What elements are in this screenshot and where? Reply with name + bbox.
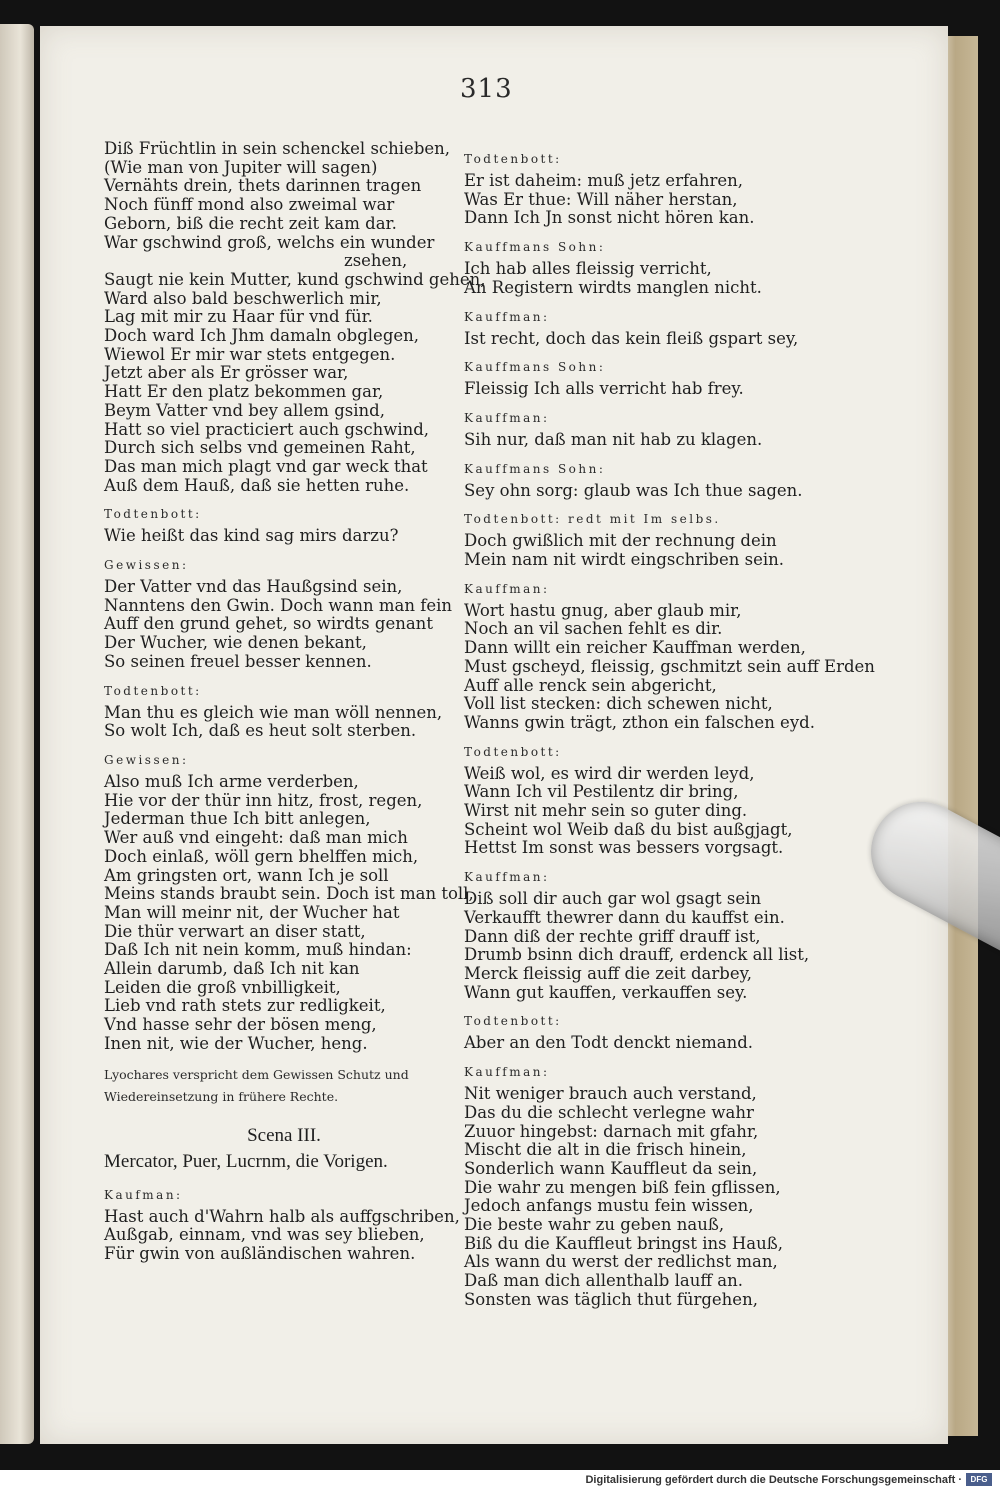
- verse-line: Doch ward Ich Jhm damaln obglegen,: [104, 326, 420, 346]
- verse-line: Allein darumb, daß Ich nit kan: [104, 959, 360, 979]
- verse-line: Doch einlaß, wöll gern bhelffen mich,: [104, 846, 419, 866]
- verse-line: Ist recht, doch das kein fleiß gspart sey,: [464, 328, 799, 348]
- verse-line: Also muß Ich arme verderben,: [104, 771, 359, 791]
- verse-line: Mischt die alt in die frisch hinein,: [464, 1140, 747, 1160]
- speaker-label: Kauffmans Sohn:: [464, 461, 606, 476]
- verse-line: Aber an den Todt denckt niemand.: [464, 1033, 754, 1053]
- verse-line: Sih nur, daß man nit hab zu klagen.: [464, 429, 763, 449]
- verse-line: Sonderlich wann Kauffleut da sein,: [464, 1158, 758, 1178]
- verse-line: Er ist daheim: muß jetz erfahren,: [464, 171, 744, 190]
- verse-line: Außgab, einnam, vnd was sey blieben,: [104, 1225, 425, 1245]
- verse-line: Wie heißt das kind sag mirs darzu?: [104, 526, 399, 546]
- verse-line: Mein nam nit wirdt eingschriben sein.: [464, 550, 784, 570]
- verse-line: Daß man dich allenthalb lauff an.: [464, 1271, 744, 1291]
- verse-line: Die thür verwart an diser statt,: [104, 921, 366, 941]
- verse-line: Verkaufft thewrer dann du kauffst ein.: [464, 907, 785, 927]
- speaker-label: Kauffman:: [464, 410, 550, 425]
- verse-line: Wort hastu gnug, aber glaub mir,: [464, 600, 742, 620]
- verse-line: Hatt so viel practiciert auch gschwind,: [104, 419, 430, 439]
- verse-line: Ward also bald beschwerlich mir,: [104, 288, 382, 308]
- verse-line-continuation: zsehen,: [344, 251, 408, 271]
- verse-line: Meins stands braubt sein. Doch ist man toll,: [104, 884, 474, 904]
- verse-line: Der Wucher, wie denen bekant,: [104, 633, 367, 653]
- verse-line: Wann Ich vil Pestilentz dir bring,: [464, 782, 739, 802]
- verse-line: Wann gut kauffen, verkauffen sey.: [464, 982, 748, 1002]
- verse-line: Als wann du werst der redlichst man,: [464, 1252, 778, 1272]
- verse-line: Biß du die Kauffleut bringst ins Hauß,: [464, 1233, 784, 1253]
- verse-line: Das du die schlecht verlegne wahr: [464, 1102, 754, 1122]
- verse-line: Noch fünff mond also zweimal war: [104, 195, 395, 215]
- verse-line: Sey ohn sorg: glaub was Ich thue sagen.: [464, 480, 803, 500]
- speaker-label: Todtenbott: redt mit Im selbs.: [464, 512, 721, 527]
- speaker-label: Kauffman:: [464, 309, 550, 324]
- page-number: 313: [460, 74, 513, 104]
- verse-line: Beym Vatter vnd bey allem gsind,: [104, 400, 385, 420]
- verse-line: Must gscheyd, fleissig, gschmitzt sein auff Erden: [464, 656, 875, 676]
- verse-line: Der Vatter vnd das Haußgsind sein,: [104, 577, 403, 597]
- verse-line: Drumb bsinn dich drauff, erdenck all list,: [464, 945, 810, 965]
- verse-line: Hast auch d'Wahrn halb als auffgschriben,: [104, 1206, 460, 1226]
- verse-line: Diß soll dir auch gar wol gsagt sein: [464, 889, 762, 909]
- verse-line: Was Er thue: Will näher herstan,: [464, 189, 738, 209]
- verse-line: Sonsten was täglich thut fürgehen,: [464, 1289, 758, 1309]
- verse-line: Wirst nit mehr sein so guter ding.: [464, 801, 748, 821]
- verse-line: Dann willt ein reicher Kauffman werden,: [464, 638, 806, 658]
- speaker-label: Kauffmans Sohn:: [464, 360, 606, 375]
- verse-line: Auß dem Hauß, daß sie hetten ruhe.: [104, 475, 410, 495]
- verse-line: Lag mit mir zu Haar für vnd für.: [104, 307, 373, 327]
- speaker-label: Kaufman:: [104, 1187, 183, 1202]
- speaker-label: Kauffman:: [464, 1065, 550, 1080]
- verse-line: Dann diß der rechte griff drauff ist,: [464, 926, 761, 946]
- speaker-label: Todtenbott:: [464, 1014, 562, 1029]
- right-text-column: [464, 150, 875, 1310]
- scene-cast: Mercator, Puer, Lucrnm, die Vorigen.: [104, 1150, 388, 1172]
- funding-credit: Digitalisierung gefördert durch die Deutsche Forschungsgemeinschaft ·: [585, 1474, 962, 1486]
- verse-line: Scheint wol Weib daß du bist außgjagt,: [464, 819, 793, 839]
- verse-line: Man thu es gleich wie man wöll nennen,: [104, 702, 443, 722]
- verse-line: Weiß wol, es wird dir werden leyd,: [464, 763, 755, 783]
- speaker-label: Gewissen:: [104, 558, 189, 573]
- verse-line: Nanntens den Gwin. Doch wann man fein: [104, 595, 453, 615]
- verse-line: Die wahr zu mengen biß fein gflissen,: [464, 1177, 781, 1197]
- speaker-label: Todtenbott:: [464, 744, 562, 759]
- verse-line: Doch gwißlich mit der rechnung dein: [464, 531, 777, 551]
- verse-line: Jederman thue Ich bitt anlegen,: [104, 809, 371, 829]
- verse-line: Vnd hasse sehr der bösen meng,: [104, 1015, 377, 1035]
- verse-line: Nit weniger brauch auch verstand,: [464, 1084, 757, 1104]
- verse-line: Das man mich plagt vnd gar weck that: [104, 456, 428, 476]
- verse-line: Noch an vil sachen fehlt es dir.: [464, 619, 723, 639]
- verse-line: Dann Ich Jn sonst nicht hören kan.: [464, 208, 755, 228]
- adjacent-page-edge: [0, 24, 34, 1444]
- verse-line: Ich hab alles fleissig verricht,: [464, 259, 712, 279]
- verse-line: Für gwin von außländischen wahren.: [104, 1243, 416, 1263]
- verse-line: Am gringsten ort, wann Ich je soll: [104, 865, 389, 885]
- verse-line: Voll list stecken: dich schewen nicht,: [464, 694, 773, 714]
- verse-line: So wolt Ich, daß es heut solt sterben.: [104, 721, 417, 741]
- verse-line: Durch sich selbs vnd gemeinen Raht,: [104, 438, 416, 458]
- verse-line: An Registern wirdts manglen nicht.: [464, 277, 762, 297]
- verse-line: Wanns gwin trägt, zthon ein falschen eyd.: [464, 712, 815, 732]
- verse-line: Lieb vnd rath stets zur redligkeit,: [104, 996, 386, 1016]
- verse-line: Die beste wahr zu geben nauß,: [464, 1215, 725, 1235]
- speaker-label: Todtenbott:: [104, 507, 202, 522]
- speaker-label: Kauffmans Sohn:: [464, 240, 606, 255]
- verse-line: Leiden die groß vnbilligkeit,: [104, 977, 341, 997]
- stage-direction: Lyochares verspricht dem Gewissen Schutz und: [104, 1066, 409, 1082]
- verse-line: Diß Früchtlin in sein schenckel schieben,: [104, 139, 451, 158]
- verse-line: So seinen freuel besser kennen.: [104, 651, 372, 671]
- left-text-column: [104, 139, 486, 1264]
- scene-title: Scena III.: [247, 1124, 321, 1146]
- verse-line: Geborn, biß die recht zeit kam dar.: [104, 213, 397, 233]
- verse-line: Hatt Er den platz bekommen gar,: [104, 382, 384, 402]
- dfg-logo: DFG: [966, 1473, 992, 1486]
- verse-line: Hie vor der thür inn hitz, frost, regen,: [104, 790, 423, 810]
- verse-line: Zuuor hingebst: darnach mit gfahr,: [464, 1121, 759, 1141]
- verse-line: Saugt nie kein Mutter, kund gschwind gehen,: [104, 269, 486, 289]
- verse-line: War gschwind groß, welchs ein wunder: [104, 232, 435, 252]
- verse-line: Fleissig Ich alls verricht hab frey.: [464, 379, 744, 399]
- speaker-label: Todtenbott:: [104, 683, 202, 698]
- verse-line: Wiewol Er mir war stets entgegen.: [104, 344, 396, 364]
- speaker-label: Todtenbott:: [464, 152, 562, 166]
- verse-line: Daß Ich nit nein komm, muß hindan:: [104, 940, 412, 960]
- verse-line: (Wie man von Jupiter will sagen): [104, 157, 378, 177]
- verse-line: Jedoch anfangs mustu fein wissen,: [464, 1196, 754, 1216]
- verse-line: Merck fleissig auff die zeit darbey,: [464, 963, 752, 983]
- verse-line: Auff den grund gehet, so wirdts genant: [104, 614, 433, 634]
- verse-line: Hettst Im sonst was bessers vorgsagt.: [464, 838, 784, 858]
- speaker-label: Kauffman:: [464, 870, 550, 885]
- verse-line: Jetzt aber als Er grösser war,: [104, 363, 349, 383]
- verse-line: Auff alle renck sein abgericht,: [464, 675, 717, 695]
- speaker-label: Gewissen:: [104, 752, 189, 767]
- speaker-label: Kauffman:: [464, 581, 550, 596]
- verse-line: Man will meinr nit, der Wucher hat: [104, 902, 400, 922]
- verse-line: Wer auß vnd eingeht: daß man mich: [104, 828, 408, 848]
- verse-line: Vernähts drein, thets darinnen tragen: [104, 176, 422, 196]
- stage-direction: Wiedereinsetzung in frühere Rechte.: [104, 1088, 339, 1104]
- verse-line: Inen nit, wie der Wucher, heng.: [104, 1033, 368, 1053]
